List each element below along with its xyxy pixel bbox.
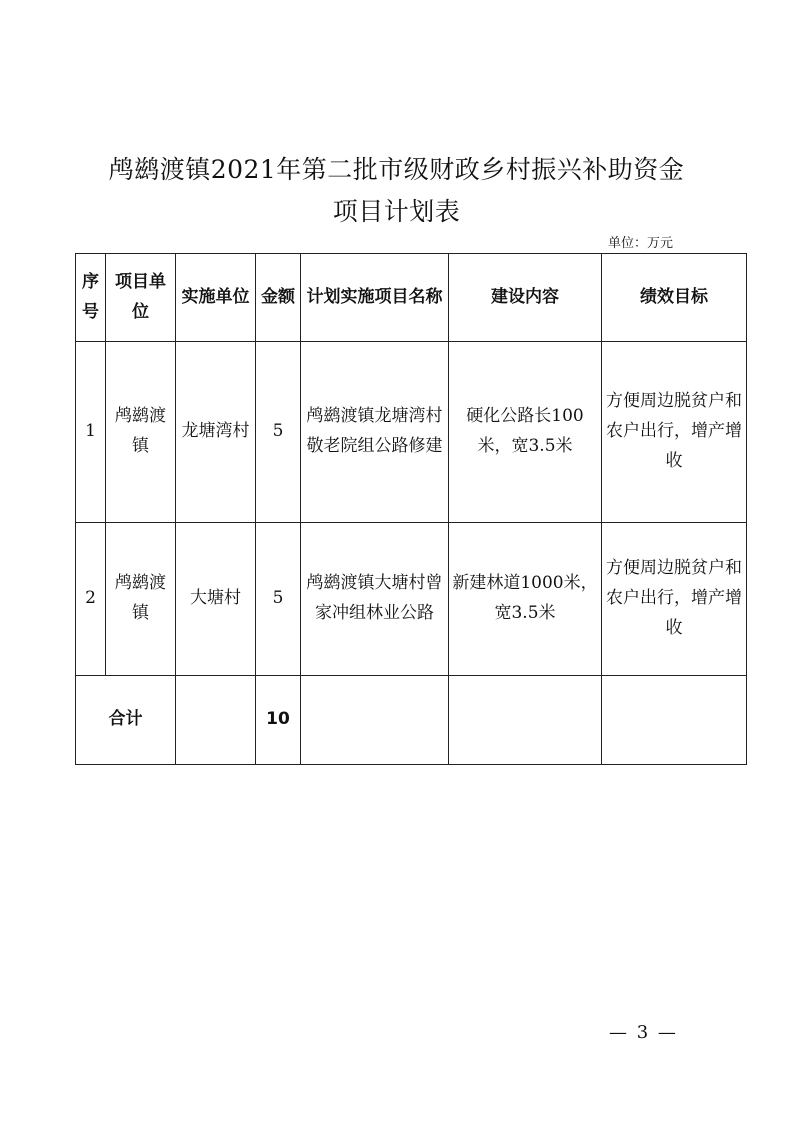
unit-label: 单位：万元 — [608, 236, 674, 251]
header-row — [76, 254, 747, 342]
row-goal: 方便周边脱贫户和农户出行，增产增收 — [602, 342, 747, 523]
row-unit: 鸬鹚渡镇 — [106, 523, 176, 676]
row-amount: 5 — [256, 342, 301, 523]
row-seq: 1 — [76, 342, 106, 523]
total-goal-empty — [602, 676, 747, 765]
total-content-empty — [449, 676, 602, 765]
row-amount: 5 — [256, 523, 301, 676]
title-line-1: 鸬鹚渡镇2021年第二批市级财政乡村振兴补助资金 — [108, 155, 685, 184]
table-row — [76, 342, 747, 523]
row-impl: 龙塘湾村 — [176, 342, 256, 523]
total-label: 合计 — [76, 676, 176, 765]
title-line-2: 项目计划表 — [332, 197, 461, 226]
row-unit: 鸬鹚渡镇 — [106, 342, 176, 523]
row-name: 鸬鹚渡镇龙塘湾村敬老院组公路修建 — [301, 342, 449, 523]
header-goal: 绩效目标 — [602, 254, 747, 342]
header-unit: 项目单位 — [106, 254, 176, 342]
row-name: 鸬鹚渡镇大塘村曾家冲组林业公路 — [301, 523, 449, 676]
page-number: — 3 — — [609, 1022, 678, 1043]
total-impl-empty — [176, 676, 256, 765]
header-content: 建设内容 — [449, 254, 602, 342]
header-impl: 实施单位 — [176, 254, 256, 342]
total-name-empty — [301, 676, 449, 765]
total-row — [76, 676, 747, 765]
row-content: 硬化公路长100米，宽3.5米 — [449, 342, 602, 523]
header-seq: 序号 — [76, 254, 106, 342]
row-seq: 2 — [76, 523, 106, 676]
header-amount: 金额 — [256, 254, 301, 342]
header-name: 计划实施项目名称 — [301, 254, 449, 342]
total-amount: 10 — [256, 676, 301, 765]
row-impl: 大塘村 — [176, 523, 256, 676]
row-goal: 方便周边脱贫户和农户出行，增产增收 — [602, 523, 747, 676]
project-plan-table — [75, 253, 747, 765]
row-content: 新建林道1000米，宽3.5米 — [449, 523, 602, 676]
table-row — [76, 523, 747, 676]
